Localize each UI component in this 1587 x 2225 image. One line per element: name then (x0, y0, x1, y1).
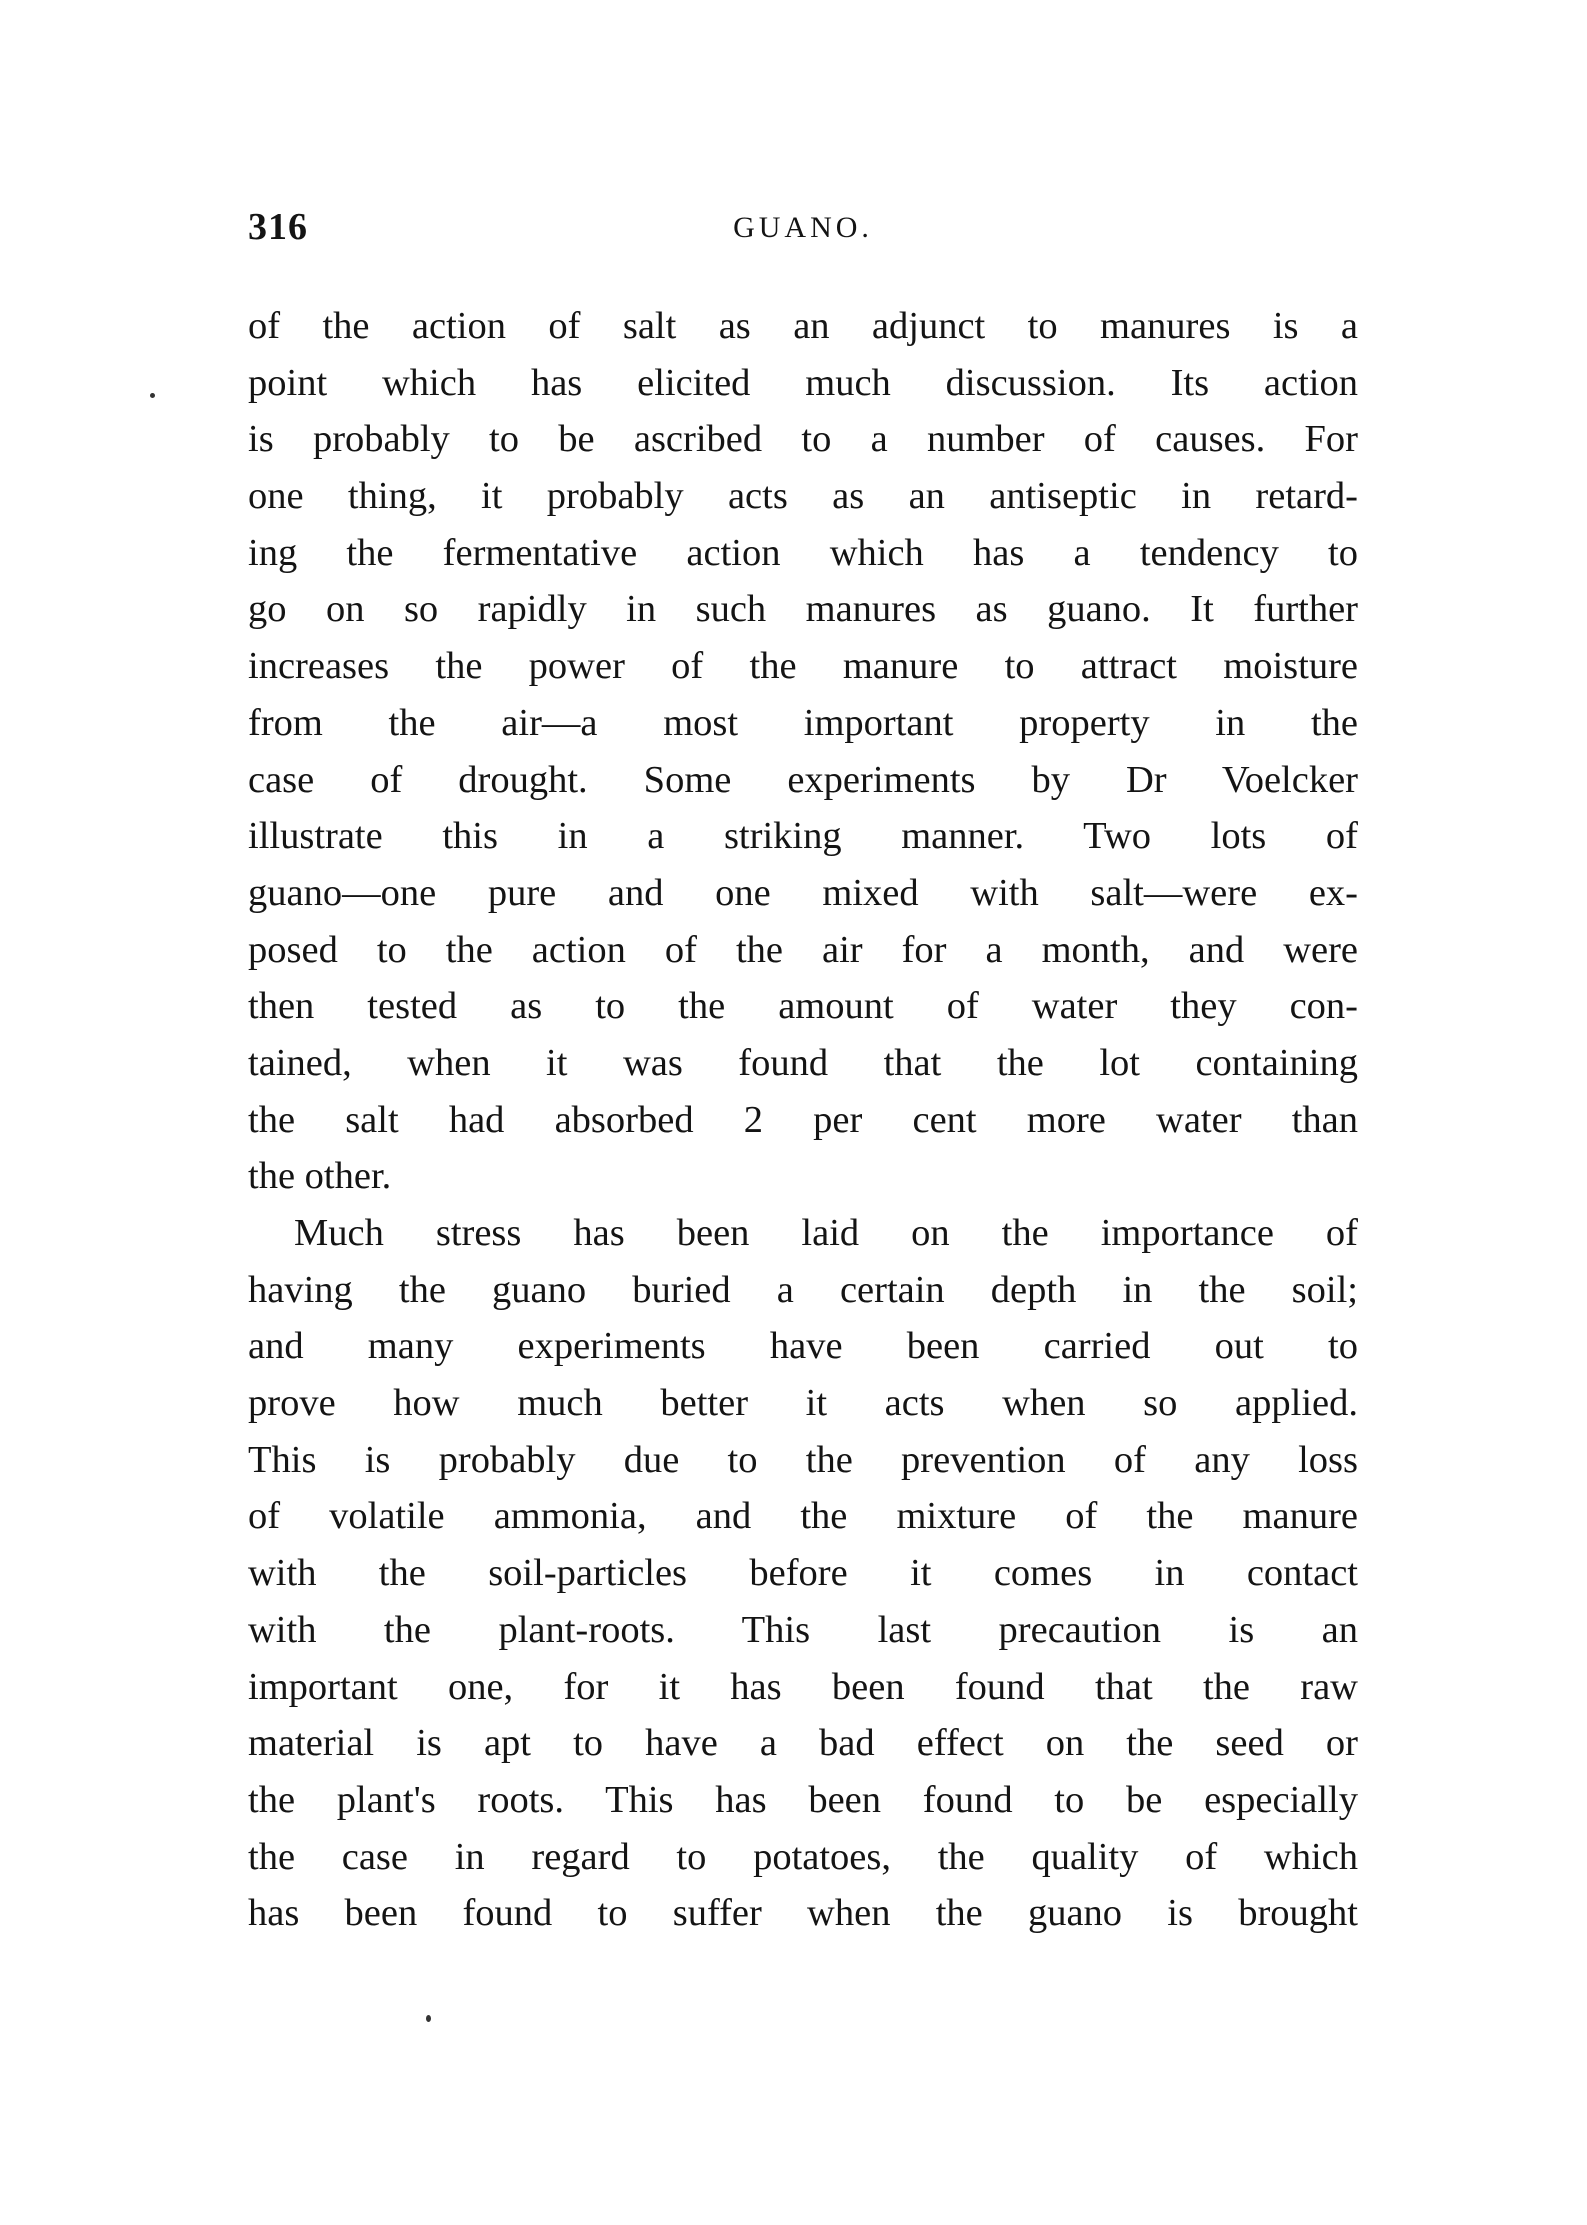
text-line: the other. (248, 1155, 392, 1198)
text-line: the plant's roots. This has been found to be especially (248, 1778, 1358, 1821)
paragraph (248, 298, 1358, 1205)
text-line: the case in regard to potatoes, the quality of which (248, 1835, 1358, 1878)
text-line: ing the fermentative action which has a tendency to (248, 531, 1358, 574)
text-line: and many experiments have been carried out to (248, 1325, 1358, 1368)
text-line: case of drought. Some experiments by Dr Voelcker (248, 758, 1358, 801)
text-line: one thing, it probably acts as an antiseptic in retard- (248, 475, 1358, 518)
text-line: material is apt to have a bad effect on the seed or (248, 1722, 1358, 1765)
text-line: then tested as to the amount of water they con- (248, 985, 1358, 1028)
text-line: from the air—a most important property in the (248, 701, 1358, 744)
text-line: illustrate this in a striking manner. Two lots of (248, 815, 1358, 858)
page-number: 316 (248, 206, 308, 248)
text-line: having the guano buried a certain depth in the soil; (248, 1268, 1358, 1311)
text-line: This is probably due to the prevention of any loss (248, 1438, 1358, 1481)
text-line: posed to the action of the air for a month, and were (248, 928, 1358, 971)
text-line: with the soil-particles before it comes in contact (248, 1552, 1358, 1595)
text-line: important one, for it has been found that the raw (248, 1665, 1358, 1708)
text-line: is probably to be ascribed to a number of causes. For (248, 418, 1358, 461)
text-line: of the action of salt as an adjunct to manures is a (248, 305, 1358, 347)
text-line: increases the power of the manure to attract moisture (248, 645, 1358, 688)
text-line: Much stress has been laid on the importance of (294, 1212, 1358, 1254)
scan-speck (150, 393, 155, 398)
text-line: go on so rapidly in such manures as guano. It further (248, 588, 1358, 631)
text-line: of volatile ammonia, and the mixture of the manure (248, 1495, 1358, 1538)
text-line: guano—one pure and one mixed with salt—were ex- (248, 871, 1358, 914)
running-title: GUANO. (733, 211, 873, 244)
text-line: point which has elicited much discussion. Its action (248, 361, 1358, 404)
text-line: tained, when it was found that the lot containing (248, 1041, 1358, 1084)
running-head (248, 205, 1358, 255)
text-line: with the plant-roots. This last precaution is an (248, 1608, 1358, 1651)
paragraph (248, 1205, 1358, 1942)
text-line: the salt had absorbed 2 per cent more water than (248, 1098, 1358, 1141)
text-line: has been found to suffer when the guano is brought (248, 1892, 1358, 1935)
body-text (248, 298, 1358, 1942)
scan-speck (426, 2015, 431, 2022)
text-line: prove how much better it acts when so applied. (248, 1382, 1358, 1425)
